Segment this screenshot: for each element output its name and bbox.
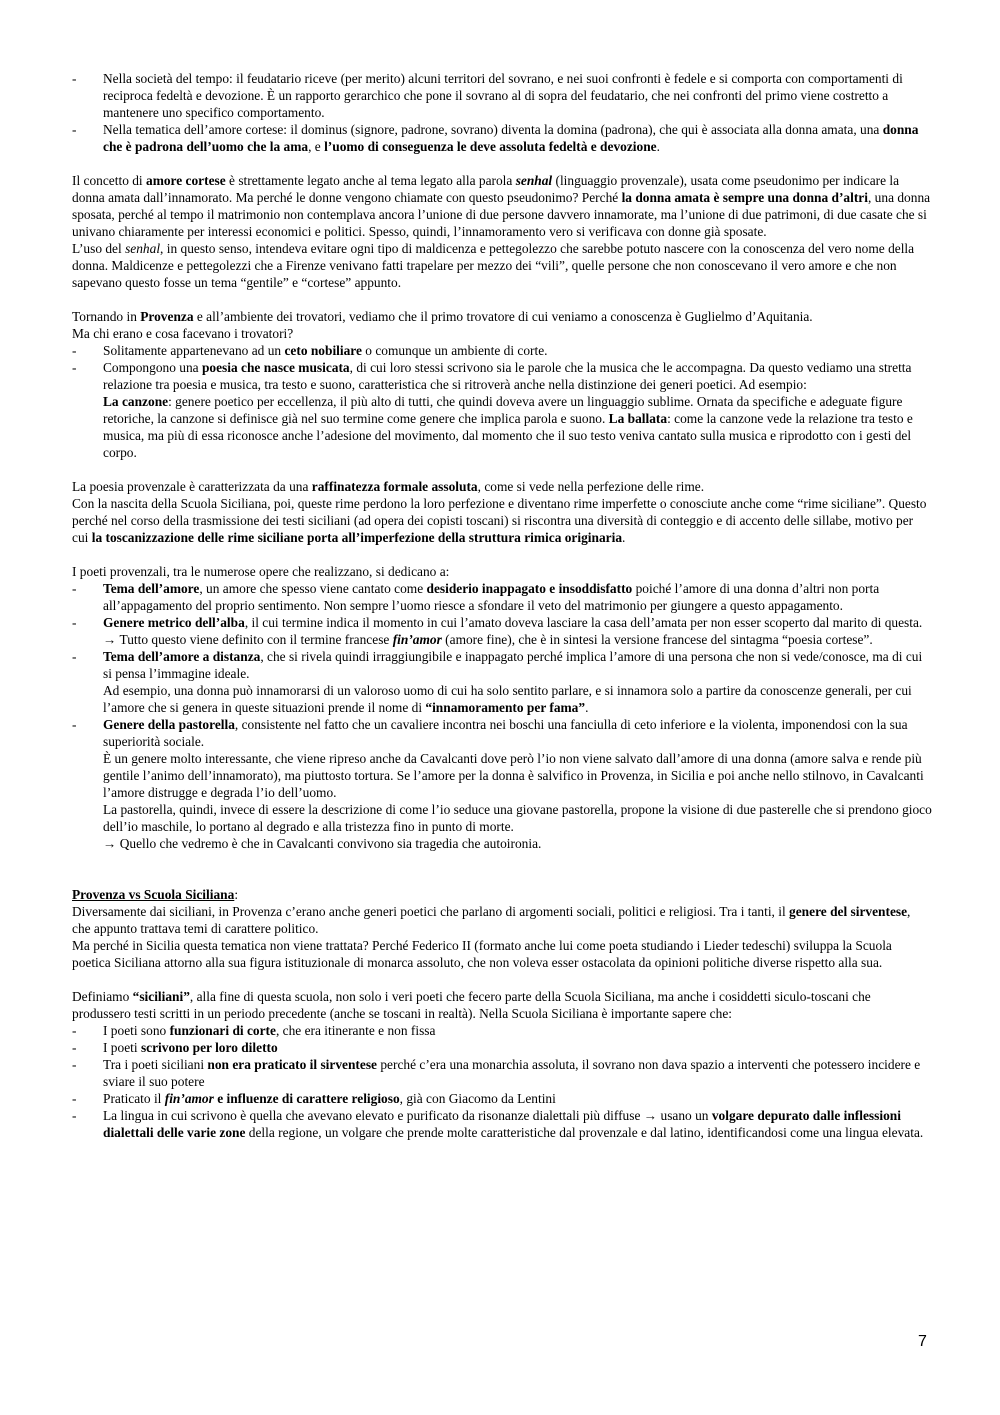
arrow-icon: → xyxy=(103,632,117,647)
intro-list xyxy=(72,70,932,155)
paragraph-rime-siciliane: Con la nascita della Scuola Siciliana, poi, queste rime perdono la loro perfezione e diventano rime imperfette o conosciute anche come “rime siciliane”. Questo perché nel corso della trasmissione dei testi siciliani (ad opera dei copisti toscani) si riscontra una diversità di conteggio e di accento delle sillabe, motivo per cui la toscanizzazione delle rime siciliane porta all’imperfezione della struttura rimica originaria. xyxy=(72,496,927,545)
paragraph-provenza: Tornando in Provenza e all’ambiente dei trovatori, vediamo che il primo trovatore di cui veniamo a conoscenza è Guglielmo d’Aquitania. xyxy=(72,309,813,324)
paragraph-senhal: Il concetto di amore cortese è strettamente legato anche al tema legato alla parola senhal (linguaggio provenzale), usata come pseudonimo per indicare la donna amata dall’innamorato. Ma perché le donne vengono chiamate con questo pseudonimo? Perché la donna amata è sempre una donna d’altri, una donna sposata, perché al tempo il matrimonio non contemplava ancora l’unione di due persone davvero innamorate, ma l’unione di due patrimoni, di due casate che si univano chiaramente per interessi economici e politici. Spesso, quindi, l’innamoramento vero si verificava con donne già sposate. xyxy=(72,173,931,239)
list-item: - La lingua in cui scrivono è quella che avevano elevato e purificato da risonanze dialettali più diffuse → usano un volgare depurato dalle inflessioni dialettali delle varie zone della regione, un volgare che prende molte caratteristiche dal provenzale e dal latino, identificandosi come una lingua elevata. xyxy=(72,1107,932,1141)
paragraph-siciliani: Definiamo “siciliani”, alla fine di questa scuola, non solo i veri poeti che fecero parte della Scuola Siciliana, ma anche i cosiddetti siculo-toscani che produssero testi scritti in un periodo precedente (anche se toscani in realtà). Nella Scuola Siciliana è importante sapere che: xyxy=(72,989,871,1021)
trovatori-list xyxy=(72,342,932,461)
paragraph-federico: Ma perché in Sicilia questa tematica non viene trattata? Perché Federico II (formato anche lui come poeta studiando i Lieder tedeschi) sviluppa la Scuola poetica Siciliana attorno alla sua figura istituzionale di monarca assoluto, che non voleva esser ostacolata da opinioni politiche diverse rispetto alla sua. xyxy=(72,938,892,970)
arrow-icon: → xyxy=(103,836,117,851)
document-page xyxy=(72,70,932,1141)
siciliani-list xyxy=(72,1022,932,1141)
list-item: - Tema dell’amore, un amore che spesso viene cantato come desiderio inappagato e insoddisfatto poiché l’amore di una donna d’altri non porta all’appagamento del proprio sentimento. Non sempre l’uomo riesce a sfondare il veto del matrimonio per giungere a questo appagamento. xyxy=(72,580,932,614)
list-item: - I poeti scrivono per loro diletto xyxy=(72,1039,932,1056)
list-item: - Genere della pastorella, consistente nel fatto che un cavaliere incontra nei boschi una fanciulla di ceto inferiore e la violenta, imponendosi con la sua superiorità sociale. È un genere molto interessante, che viene ripreso anche da Cavalcanti dove però l’io non viene salvato dall’amore di una donna (amore salva e rende più gentile l’animo dell’innamorato), ma piuttosto tortura. Se l’amore per la donna è salvifico in Provenza, in Sicilia e poi anche nello stilnovo, in Cavalcanti l’amore distrugge e degrada l’io dell’uomo. La pastorella, quindi, invece di essere la descrizione di come l’io seduce una giovane pastorella, propone la visione di due pasterelle che si prendono gioco dell’io maschile, lo portano al degrado e alla tristezza fino in punto di morte. → Quello che vedremo è che in Cavalcanti convivono sia tragedia che autoironia. xyxy=(72,716,932,852)
list-item: - I poeti sono funzionari di corte, che era itinerante e non fissa xyxy=(72,1022,932,1039)
arrow-icon: → xyxy=(643,1108,658,1123)
paragraph-rime: La poesia provenzale è caratterizzata da una raffinatezza formale assoluta, come si vede nella perfezione delle rime. xyxy=(72,479,705,494)
list-item: - Nella società del tempo: il feudatario riceve (per merito) alcuni territori del sovrano, e nei suoi confronti è fedele e si comporta con comportamenti di reciproca fedeltà e devozione. È un rapporto gerarchico che pone il sovrano al di sopra del feudatario, che nei confronti del primo viene costretto a mantenere uno specifico comportamento. xyxy=(72,70,932,121)
temi-list xyxy=(72,580,932,852)
section-heading: Provenza vs Scuola Siciliana: xyxy=(72,887,239,902)
paragraph-question: Ma chi erano e cosa facevano i trovatori? xyxy=(72,326,294,341)
list-item: - Nella tematica dell’amore cortese: il dominus (signore, padrone, sovrano) diventa la domina (padrona), che qui è associata alla donna amata, una donna che è padrona dell’uomo che la ama, e l’uomo di conseguenza le deve assoluta fedeltà e devozione. xyxy=(72,121,932,155)
list-item: - Compongono una poesia che nasce musicata, di cui loro stessi scrivono sia le parole che la musica che le accompagna. Da questo vediamo una stretta relazione tra poesia e musica, tra testo e suono, caratteristica che si ritroverà anche nella distinzione dei generi poetici. Ad esempio: La canzone: genere poetico per eccellenza, il più alto di tutti, che quindi doveva avere un linguaggio sublime. Ornata da specifiche e adeguate figure retoriche, la canzone si definisce già nel suo termine come genere che implica parola e suono. La ballata: come la canzone vede la relazione tra testo e musica, ma più di essa riconosce anche l’adesione del movimento, dal momento che il suo testo veniva cantato sulla musica e riprodotto con i gesti del corpo. xyxy=(72,359,932,461)
list-item: - Tema dell’amore a distanza, che si rivela quindi irraggiungibile e inappagato perché implica l’amore di una persona che non si vede/conosce, ma di cui si pensa l’immagine ideale. Ad esempio, una donna può innamorarsi di un valoroso uomo di cui ha solo sentito parlare, e si innamora solo a partire da conoscenze generali, per cui l’amore che si genera in queste situazioni prende il nome di “innamoramento per fama”. xyxy=(72,648,932,716)
page-number: 7 xyxy=(918,1333,927,1350)
list-item: - Tra i poeti siciliani non era praticato il sirventese perché c’era una monarchia assoluta, il sovrano non dava spazio a interventi che potessero incidere e sviare il suo potere xyxy=(72,1056,932,1090)
paragraph-sirventese: Diversamente dai siciliani, in Provenza c’erano anche generi poetici che parlano di argomenti sociali, politici e religiosi. Tra i tanti, il genere del sirventese, che appunto trattava temi di carattere politico. xyxy=(72,904,911,936)
list-item: - Solitamente appartenevano ad un ceto nobiliare o comunque un ambiente di corte. xyxy=(72,342,932,359)
paragraph-senhal-use: L’uso del senhal, in questo senso, intendeva evitare ogni tipo di maldicenza e pettegolezzo che sarebbe potuto nascere con la conoscenza del vero nome della donna. Maldicenze e pettegolezzi che a Firenze venivano fatti trapelare per mezzo dei “vili”, quelle persone che non conoscevano il vero amore e che non sapevano questo fosse un tema “gentile” e “cortese” appunto. xyxy=(72,241,915,290)
list-item: - Genere metrico dell’alba, il cui termine indica il momento in cui l’amato doveva lasciare la casa dell’amata per non esser scoperto dal marito di questa. → Tutto questo viene definito con il termine francese fin’amor (amore fine), che è in sintesi la versione francese del sintagma “poesia cortese”. xyxy=(72,614,932,648)
paragraph-temi-intro: I poeti provenzali, tra le numerose opere che realizzano, si dedicano a: xyxy=(72,564,450,579)
list-item: - Praticato il fin’amor e influenze di carattere religioso, già con Giacomo da Lentini xyxy=(72,1090,932,1107)
